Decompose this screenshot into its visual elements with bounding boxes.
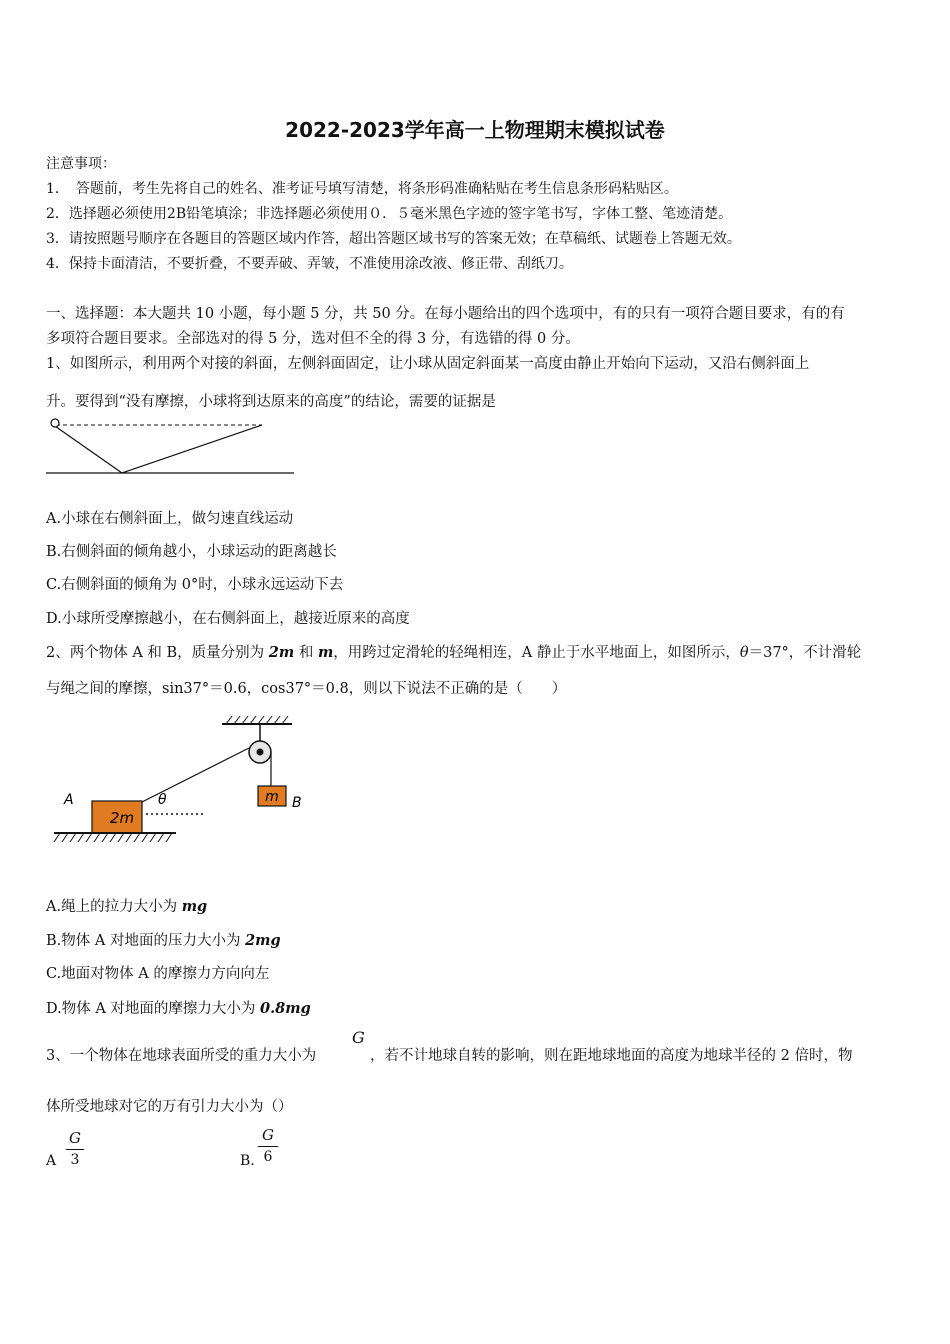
section-intro: 多项符合题目要求。全部选对的得 5 分，选对但不全的得 3 分，有选错的得 0 分。	[46, 331, 580, 347]
q2-text-part: ＝37°，不计滑轮	[748, 645, 862, 661]
block-a-label: 2m	[109, 809, 135, 827]
option-value: mg	[181, 898, 208, 915]
fraction-numerator: G	[262, 1126, 274, 1144]
fraction-numerator: G	[69, 1129, 81, 1147]
question-2-text	[46, 641, 861, 662]
option-b-label: B.	[240, 1153, 255, 1169]
q2-text-part: 和	[294, 645, 318, 661]
option-b-fraction	[258, 1126, 278, 1165]
notice-heading: 注意事项：	[46, 156, 116, 172]
notice-item: 1． 答题前，考生先将自己的姓名、准考证号填写清楚，将条形码准确粘贴在考生信息条形码粘贴区。	[46, 181, 678, 197]
q2-text-part: 2、两个物体 A 和 B，质量分别为	[46, 645, 269, 661]
fraction-bar	[66, 1149, 84, 1150]
inclined-planes-figure	[44, 416, 296, 478]
option-b	[46, 929, 281, 950]
pulley-figure	[46, 708, 306, 854]
left-incline	[52, 424, 122, 473]
option-value: 2mg	[245, 932, 281, 949]
fraction-denominator: 6	[263, 1149, 273, 1165]
question-1-text: 升。要得到“没有摩擦，小球将到达原来的高度”的结论，需要的证据是	[46, 394, 496, 410]
question-3-text: 体所受地球对它的万有引力大小为（）	[46, 1099, 293, 1115]
fraction-bar	[258, 1146, 278, 1147]
question-3-text: 3、一个物体在地球表面所受的重力大小为	[46, 1048, 317, 1064]
right-incline	[122, 425, 262, 473]
option-value: 0.8mg	[260, 1000, 311, 1017]
angle-theta: θ	[158, 792, 167, 808]
option-a	[46, 895, 207, 916]
option-text: B.物体 A 对地面的压力大小为	[46, 933, 246, 949]
option-text: D.物体 A 对地面的摩擦力大小为	[46, 1001, 261, 1017]
option-c: C.右侧斜面的倾角为 0°时，小球永远运动下去	[46, 577, 344, 593]
block-b-label: m	[265, 789, 279, 805]
fraction-denominator: 3	[70, 1152, 80, 1168]
theta-symbol: θ	[739, 645, 749, 661]
q2-text-part: ，用跨过定滑轮的轻绳相连，A 静止于水平地面上，如图所示，	[333, 645, 740, 661]
option-b: B.右侧斜面的倾角越小，小球运动的距离越长	[46, 544, 337, 560]
option-c	[46, 962, 269, 983]
option-a-label: A	[46, 1153, 57, 1169]
mass-m: m	[317, 644, 334, 661]
option-a-fraction	[66, 1129, 84, 1168]
option-text: C.地面对物体 A 的摩擦力方向向左	[46, 966, 270, 982]
section-intro: 一、选择题：本大题共 10 小题，每小题 5 分，共 50 分。在每小题给出的四个选项中，有的只有一项符合题目要求，有的有	[46, 306, 845, 322]
mass-2m: 2m	[268, 644, 295, 661]
question-3-text: ，若不计地球自转的影响，则在距地球地面的高度为地球半径的 2 倍时，物	[370, 1048, 853, 1064]
notice-item: 4．保持卡面清洁，不要折叠，不要弄破、弄皱，不准使用涂改液、修正带、刮纸刀。	[46, 256, 573, 272]
question-1-text: 1、如图所示，利用两个对接的斜面，左侧斜面固定，让小球从固定斜面某一高度由静止开始向下运动，又沿右侧斜面上	[46, 356, 810, 372]
ball	[51, 419, 59, 427]
symbol-g: G	[352, 1028, 365, 1047]
option-text: A.绳上的拉力大小为	[46, 899, 182, 915]
notice-item: 2．选择题必须使用2B铅笔填涂；非选择题必须使用０．５毫米黑色字迹的签字笔书写，字体工整、笔迹清楚。	[46, 206, 733, 222]
label-a: A	[64, 792, 74, 808]
option-d	[46, 997, 311, 1018]
option-a: A.小球在右侧斜面上，做匀速直线运动	[46, 511, 294, 527]
page-title: 2022-2023学年高一上物理期末模拟试卷	[285, 118, 665, 142]
option-d: D.小球所受摩擦越小，在右侧斜面上，越接近原来的高度	[46, 611, 410, 627]
pulley-axle	[257, 749, 264, 756]
label-b: B	[292, 795, 302, 811]
question-2-text: 与绳之间的摩擦，sin37°＝0.6，cos37°＝0.8，则以下说法不正确的是（ ）	[46, 681, 567, 697]
notice-item: 3．请按照题号顺序在各题目的答题区域内作答，超出答题区域书写的答案无效；在草稿纸、试题卷上答题无效。	[46, 231, 741, 247]
